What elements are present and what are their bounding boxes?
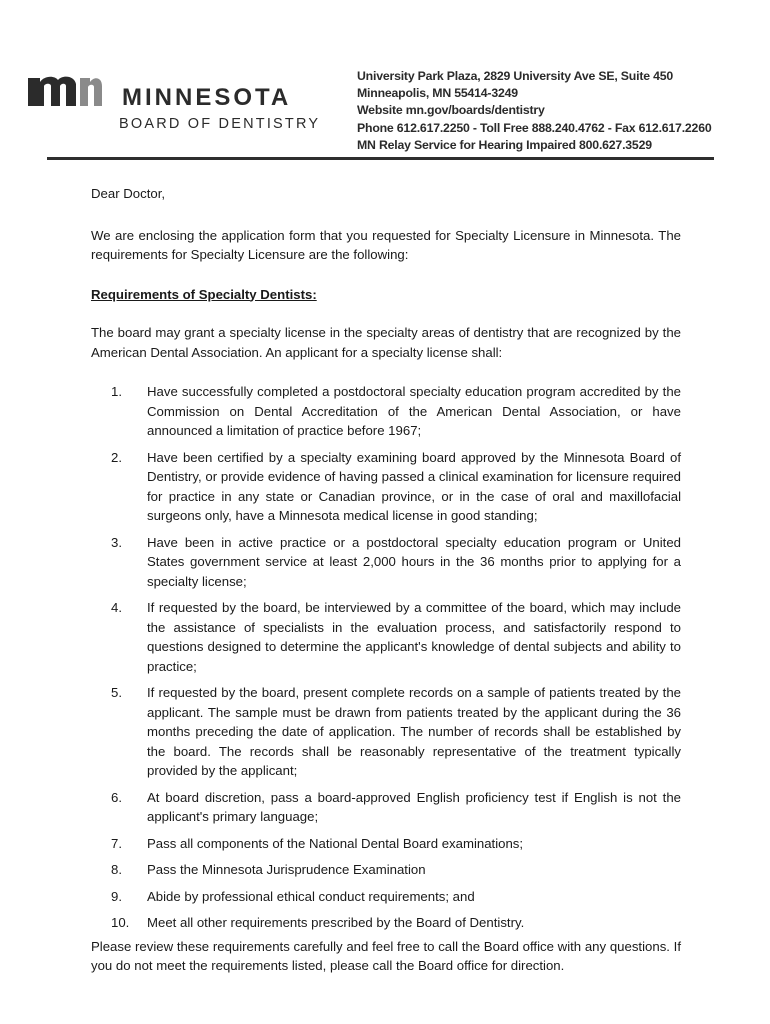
- contact-block: [357, 68, 711, 154]
- org-name: MINNESOTA: [122, 84, 292, 111]
- contact-website[interactable]: Website mn.gov/boards/dentistry: [357, 103, 545, 118]
- requirement-item: [91, 448, 681, 526]
- requirement-number: 6.: [111, 789, 122, 805]
- contact-phone: Phone 612.617.2250 - Toll Free 888.240.4762 - Fax 612.617.2260: [357, 120, 712, 135]
- requirement-item: [91, 788, 681, 827]
- requirement-item: [91, 683, 681, 781]
- preamble-paragraph: The board may grant a specialty license in the specialty areas of dentistry that are recognized by the American Dental Association. An applicant for a specialty license shall:: [91, 325, 681, 360]
- requirement-number: 3.: [111, 534, 122, 550]
- contact-address: University Park Plaza, 2829 University Ave SE, Suite 450: [357, 69, 673, 83]
- requirement-number: 8.: [111, 862, 122, 877]
- requirement-text: At board discretion, pass a board-approved English proficiency test if English is not the applicant's primary language;: [147, 789, 681, 824]
- salutation: Dear Doctor,: [91, 186, 166, 201]
- requirement-number: 10.: [111, 915, 130, 930]
- requirement-number: 9.: [111, 888, 122, 904]
- requirement-item: [91, 913, 681, 933]
- requirements-heading: Requirements of Specialty Dentists:: [91, 286, 317, 302]
- requirement-number: 4.: [111, 600, 122, 615]
- intro-paragraph: We are enclosing the application form that you requested for Specialty Licensure in Minnesota. The requirements for Specialty Licensure are the following:: [91, 227, 681, 262]
- requirement-text: Have been certified by a specialty examining board approved by the Minnesota Board of Dentistry, or provide evidence of having passed a clinical examination for licensure required for practice in any state or Canadian province, or in the case of oral and maxillofacial surgeons only, have a Minnesota medical license in good standing;: [147, 449, 681, 523]
- closing-paragraph: Please review these requirements carefully and feel free to call the Board office with any questions. If you do not meet the requirements listed, please call the Board office for direction.: [91, 938, 681, 973]
- requirement-item: [91, 533, 681, 592]
- requirement-text: If requested by the board, present complete records on a sample of patients treated by the applicant. The sample must be drawn from patients treated by the applicant during the 36 months preceding the date of application. The number of records shall be established by the board. The records shall be reasonably representative of the treatment typically provided by the applicant;: [147, 685, 681, 778]
- requirement-number: 7.: [111, 835, 122, 851]
- letter-body: [91, 184, 681, 976]
- requirement-item: [91, 382, 681, 441]
- requirement-item: [91, 598, 681, 676]
- requirement-text: Abide by professional ethical conduct requirements; and: [147, 888, 475, 904]
- requirement-text: Pass the Minnesota Jurisprudence Examination: [147, 862, 426, 877]
- header-divider: [47, 157, 714, 160]
- requirements-list: [91, 382, 681, 933]
- mn-logo-icon: [28, 72, 102, 106]
- letterhead: [0, 0, 770, 165]
- requirement-text: If requested by the board, be interviewed by a committee of the board, which may include the assistance of specialists in the evaluation process, and satisfactorily respond to questions designed to determine the applicant's knowledge of dental subjects and ability to practice;: [147, 600, 681, 674]
- requirement-item: [91, 860, 681, 880]
- requirement-item: [91, 887, 681, 907]
- requirement-number: 1.: [111, 384, 122, 399]
- requirement-text: Meet all other requirements prescribed by the Board of Dentistry.: [147, 915, 525, 930]
- requirement-text: Have been in active practice or a postdoctoral specialty education program or United States government service at least 2,000 hours in the 36 months prior to applying for a specialty license;: [147, 534, 681, 589]
- requirement-number: 2.: [111, 449, 122, 465]
- contact-city: Minneapolis, MN 55414-3249: [357, 86, 518, 101]
- requirement-number: 5.: [111, 685, 122, 700]
- requirement-item: [91, 834, 681, 854]
- org-subtitle: BOARD OF DENTISTRY: [119, 116, 321, 132]
- contact-relay: MN Relay Service for Hearing Impaired 800.627.3529: [357, 137, 652, 152]
- requirement-text: Have successfully completed a postdoctoral specialty education program accredited by the Commission on Dental Accreditation of the American Dental Association, or have announced a limitation of practice before 1967;: [147, 384, 681, 438]
- requirement-text: Pass all components of the National Dental Board examinations;: [147, 835, 524, 851]
